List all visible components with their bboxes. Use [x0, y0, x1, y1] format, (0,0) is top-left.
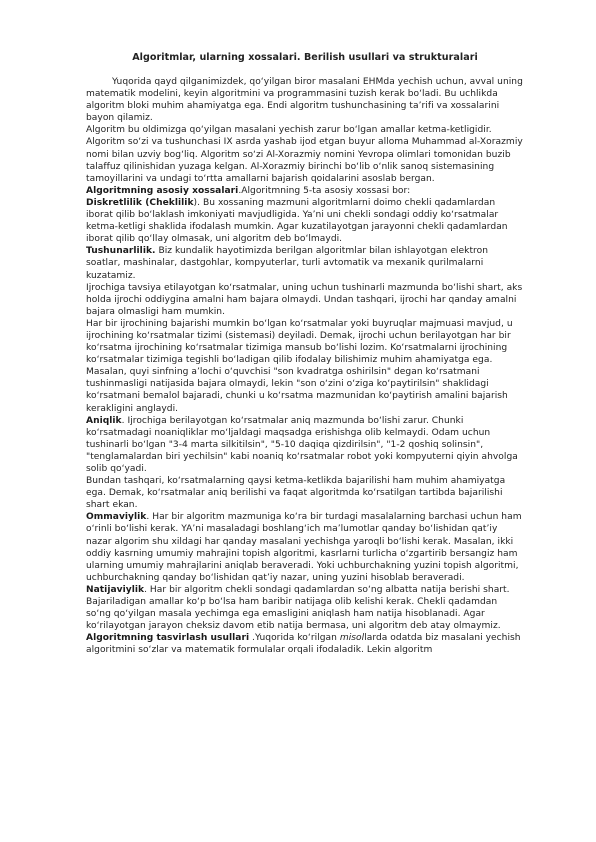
properties-heading: Algoritmning asosiy xossalari: [86, 185, 239, 196]
representation-text-a: .Yuqorida ko‘rilgan: [249, 633, 340, 644]
paragraph-order: Bundan tashqari, ko‘rsatmalarning qaysi ketma-ketlikda bajarilishi ham muhim ahamiyatga ega. Demak, ko‘rsatmalar aniq berilishi va faqat algoritmda ko‘rsatilgan tartibda bajarilishi shart ekan.: [86, 476, 506, 511]
paragraph-representation-methods: [86, 632, 524, 656]
paragraph-effectiveness: [86, 584, 524, 632]
discreteness-text: ). Bu xossaning mazmuni algoritmlarni doimo chekli qadamlardan iborat qilib bo‘laklash imkoniyati mavjudligida. Ya’ni uni chekli sondagi oddiy ko‘rsatmalar ketma-ketligi shaklida ifodalash mumkin. Agar kuzatilayotgan jarayonni chekli qadamlardan iborat qilib qo‘llay olmasak, uni algoritm deb bo‘lmaydi.: [86, 197, 508, 245]
document-page: [86, 52, 524, 657]
paragraph-algorithm-definition: Algoritm bu oldimizga qo‘yilgan masalani yechish zarur bo‘lgan amallar ketma-ketligidir. Algoritm so‘zi va tushunchasi IX asrda yashab ijod etgan buyur alloma Muhammad al-Xorazmiy nomi bilan uzviy bog‘liq. Algoritm so‘zi Al-Xorazmiy nomini Yevropa olimlari tomonidan buzib talaffuz qilinishidan yuzaga kelgan. Al-Xorazmiy birinchi bo‘lib o‘nlik sanoq sistemasining tamoyillarini va undagi to‘rtta amallarni bajarish qoidalarini asoslab bergan.: [86, 125, 523, 184]
paragraph-discreteness: [86, 197, 524, 245]
effectiveness-text: . Har bir algoritm chekli sondagi qadamlardan so‘ng albatta natija berishi shart. Bajariladigan amallar ko‘p bo‘lsa ham baribir natijaga olib kelishi kerak. Chekli qadamdan so‘ng qo‘yilgan masala yechimga ega emasligini aniqlash ham natija hisoblanadi. Agar ko‘rilayotgan jarayon cheksiz davom etib natija bermasa, uni algoritm deb atay olmaymiz.: [86, 584, 510, 632]
precision-text: . Ijrochiga berilayotgan ko‘rsatmalar aniq mazmunda bo‘lishi zarur. Chunki ko‘rsatmadagi noaniqliklar mo‘ljaldagi maqsadga erishishga olib kelmaydi. Odam uchun tushinarli bo‘lgan "3-4 marta silkitilsin", "5-10 daqiqa qizdirilsin", "1-2 qoshiq solinsin", "tenglamalardan biri yechilsin" kabi noaniq ko‘rsatmalar robot yoki kompyuterni qiyin ahvolga solib qo‘yadi.: [86, 415, 518, 474]
discreteness-term: Diskretlilik (Cheklilik: [86, 197, 194, 208]
paragraph-precision: [86, 415, 524, 475]
understandability-term: Tushunarlilik.: [86, 246, 156, 257]
effectiveness-term: Natijaviylik: [86, 584, 145, 595]
precision-term: Aniqlik: [86, 415, 122, 426]
understandability-text: Biz kundalik hayotimizda berilgan algoritmlar bilan ishlayotgan elektron soatlar, mashinalar, dastgohlar, kompyuterlar, turli avtomatik va mexanik qurilmalarni kuzatamiz.: [86, 246, 488, 281]
paragraph-properties-heading: [86, 185, 524, 197]
paragraph-instruction-system: Har bir ijrochining bajarishi mumkin bo‘lgan ko‘rsatmalar yoki buyruqlar majmuasi mavjud, u ijrochining ko‘rsatmalar tizimi (sistemasi) deyiladi. Demak, ijrochi uchun berilayotgan har bir ko‘rsatma ijrochining ko‘rsatmalar tizimiga mansub bo‘lishi lozim. Ko‘rsatmalarni ijrochining ko‘rsatmalar tizimiga tegishli bo‘ladigan qilib ifodalay bilishimiz muhim ahamiyatga ega. Masalan, quyi sinfning a’lochi o‘quvchisi "son kvadratga oshirilsin" degan ko‘rsatmani tushinmasligi natijasida bajara olmaydi, lekin "son o‘zini o‘ziga ko‘paytirilsin" shaklidagi ko‘rsatmani bemalol bajaradi, chunki u ko‘rsatma mazmunidan ko‘paytirish amalini bajarish kerakligini anglaydi.: [86, 318, 513, 414]
representation-heading: Algoritmning tasvirlash usullari: [86, 633, 250, 644]
document-title: Algoritmlar, ularning xossalari. Berilish usullari va strukturalari: [132, 52, 478, 63]
representation-italic-word: misol: [339, 633, 365, 644]
paragraph-intro: Yuqorida qayd qilganimizdek, qo‘yilgan biror masalani EHMda yechish uchun, avval uning matematik modelini, keyin algoritmini va programmasini tuzish kerak bo‘ladi. Bu uchlikda algoritm bloki muhim ahamiyatga ega. Endi algoritm tushunchasining ta’rifi va xossalarini bayon qilamiz.: [86, 77, 523, 124]
paragraph-executor-instructions: Ijrochiga tavsiya etilayotgan ko‘rsatmalar, uning uchun tushinarli mazmunda bo‘lishi shart, aks holda ijrochi oddiygina amalni ham bajara olmaydi. Undan tashqari, ijrochi har qanday amalni bajara olmasligi ham mumkin.: [86, 282, 523, 317]
representation-text-b: larda odatda biz masalani yechish algoritmini so‘zlar va matematik formulalar orqali ifodaladik. Lekin algoritm: [86, 633, 521, 656]
properties-heading-text: .Algoritmning 5-ta asosiy xossasi bor:: [238, 185, 411, 196]
mass-character-text: . Har bir algoritm mazmuniga ko‘ra bir turdagi masalalarning barchasi uchun ham o‘rinli bo‘lishi kerak. YA’ni masaladagi boshlang‘ich ma’lumotlar qanday bo‘lishidan qat’iy nazar algorim shu xildagi har qanday masalani yechishga yaroqli bo‘lishi kerak. Masalan, ikki oddiy kasrning umumiy mahrajini topish algoritmi, kasrlarni turlicha o‘zgartirib bersangiz ham ularning umumiy mahrajlarini aniqlab beraveradi. Yoki uchburchakning yuzini topish algoritmi, uchburchakning qanday bo‘lishidan qat’iy nazar, uning yuzini hisoblab beraveradi.: [86, 512, 522, 583]
paragraph-understandability: [86, 245, 524, 281]
paragraph-mass-character: [86, 511, 524, 584]
mass-character-term: Ommaviylik: [86, 512, 147, 523]
